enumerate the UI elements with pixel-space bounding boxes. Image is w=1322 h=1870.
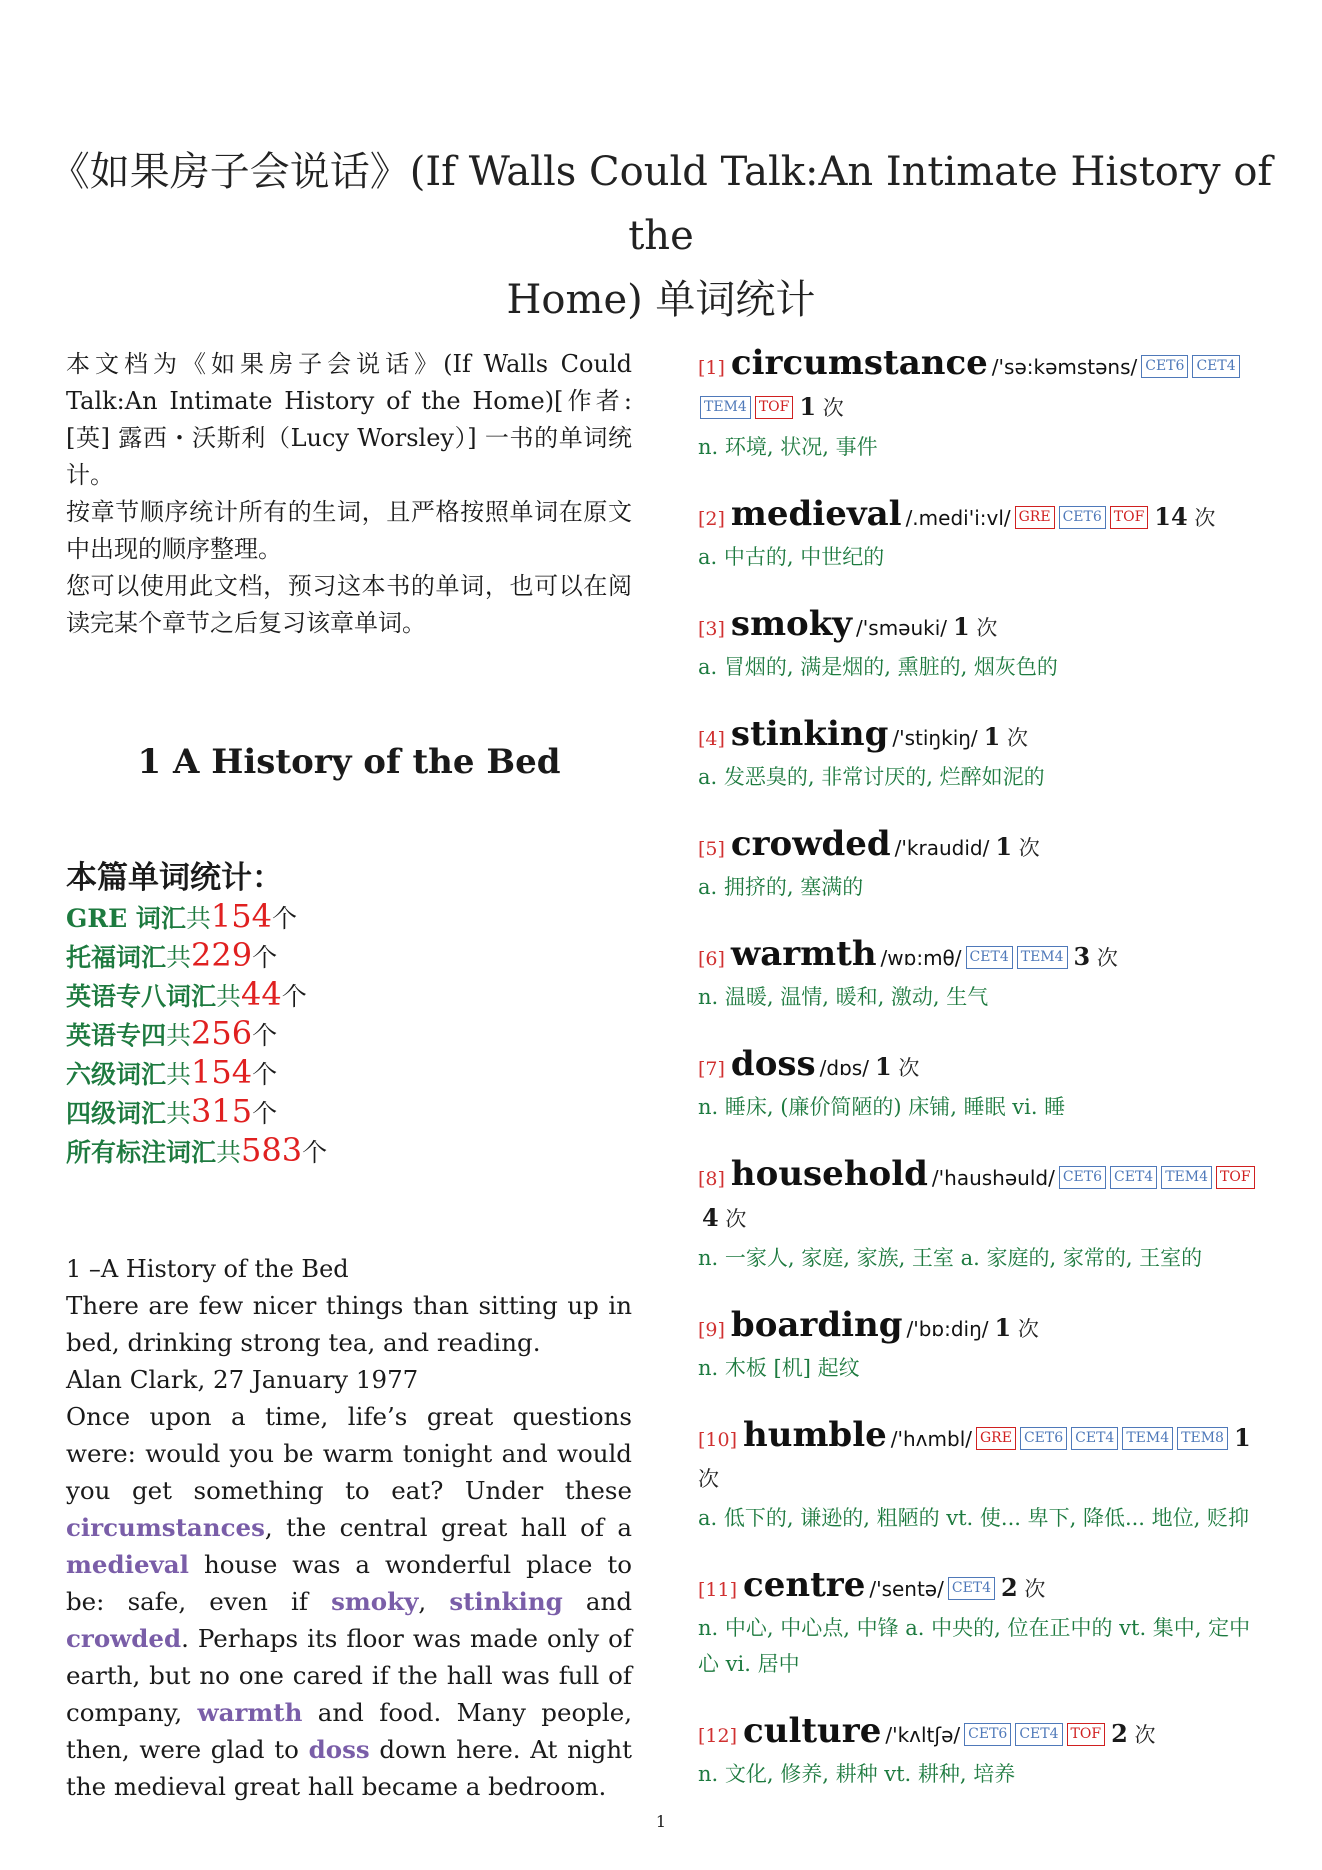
chapter-title: 1 A History of the Bed — [137, 742, 561, 782]
exam-tag: TOF — [755, 396, 794, 419]
stat-row — [66, 1015, 632, 1054]
entry-word: humble — [743, 1415, 887, 1455]
text-run: and — [562, 1587, 632, 1616]
stat-count: 154 — [210, 897, 272, 935]
stat-label: 四级词汇 — [66, 1099, 167, 1128]
entry-definition: n. 温暖, 温情, 暖和, 激动, 生气 — [698, 985, 989, 1009]
vocab-entry — [698, 1566, 1270, 1682]
document-title — [40, 140, 1282, 332]
entry-definition: n. 中心, 中心点, 中锋 a. 中央的, 位在正中的 vt. 集中, 定中心 vi. 居中 — [698, 1616, 1251, 1676]
entry-phonetic: /'bɒ:diŋ/ — [906, 1317, 989, 1341]
text-run: . Perhaps its floor was made only of earth, but no one cared if the hall was full of company, — [66, 1624, 632, 1727]
vocab-entry — [698, 1155, 1270, 1276]
stat-gong: 共 — [166, 943, 192, 972]
stat-label: GRE 词汇 — [66, 904, 186, 933]
stat-count: 315 — [191, 1092, 253, 1130]
stat-gong: 共 — [166, 1060, 192, 1089]
entry-word: medieval — [730, 494, 902, 534]
entry-phonetic: /wɒ:mθ/ — [880, 946, 962, 970]
stat-gong: 共 — [166, 1021, 192, 1050]
entry-phonetic: /'haushəuld/ — [931, 1166, 1055, 1190]
entry-head — [698, 1712, 1270, 1756]
vocab-entry — [698, 935, 1270, 1015]
entry-index: [11] — [698, 1579, 738, 1601]
count-suffix: 次 — [1017, 1577, 1046, 1601]
entry-index: [7] — [698, 1058, 725, 1080]
vocab-entry — [698, 495, 1270, 575]
vocab-entry — [698, 1045, 1270, 1125]
stats-list — [66, 898, 632, 1171]
text-run: and food. Many people, then, were glad to — [66, 1698, 632, 1764]
entry-phonetic: /'hʌmbl/ — [890, 1427, 972, 1451]
entry-head — [698, 1045, 1270, 1089]
count-suffix: 次 — [1127, 1723, 1156, 1747]
stat-row — [66, 1093, 632, 1132]
entry-definition: n. 环境, 状况, 事件 — [698, 435, 878, 459]
passage-paragraph — [66, 1398, 632, 1805]
exam-tag: TEM4 — [1161, 1166, 1212, 1189]
exam-tag: TEM4 — [700, 396, 751, 419]
entry-count: 1 — [874, 1052, 892, 1081]
stat-unit: 个 — [252, 943, 278, 972]
entry-index: [6] — [698, 948, 725, 970]
count-suffix: 次 — [1000, 726, 1029, 750]
section-heading: 1 –A History of the Bed — [66, 1255, 349, 1283]
entry-word: household — [730, 1154, 928, 1194]
text-run: down here. At night the medieval great hall became a bedroom. — [66, 1735, 632, 1801]
stat-label: 英语专八词汇 — [66, 982, 217, 1011]
page-number: 1 — [655, 1812, 667, 1831]
stat-label: 英语专四 — [66, 1021, 167, 1050]
entry-head — [698, 1155, 1270, 1240]
vocab-entry — [698, 825, 1270, 905]
stat-gong: 共 — [216, 1138, 242, 1167]
entry-index: [1] — [698, 357, 725, 379]
entry-word: culture — [743, 1711, 882, 1751]
entry-definition: n. 文化, 修养, 耕种 vt. 耕种, 培养 — [698, 1762, 1016, 1786]
entry-word: boarding — [730, 1305, 903, 1345]
entry-count: 1 — [1233, 1423, 1251, 1452]
entry-head — [698, 605, 1270, 649]
stat-row — [66, 976, 632, 1015]
exam-tag: TOF — [1067, 1723, 1106, 1746]
intro-paragraph-2: 按章节顺序统计所有的生词，且严格按照单词在原文中出现的顺序整理。 — [66, 498, 632, 563]
entry-index: [2] — [698, 508, 725, 530]
stat-unit: 个 — [281, 982, 307, 1011]
exam-tag: CET4 — [1071, 1427, 1118, 1450]
entry-head — [698, 715, 1270, 759]
entry-count: 1 — [995, 832, 1013, 861]
stat-count: 583 — [241, 1131, 303, 1169]
entry-index: [9] — [698, 1319, 725, 1341]
entry-count: 14 — [1154, 502, 1188, 531]
title-line-1: 《如果房子会说话》(If Walls Could Talk:An Intimate History of the — [49, 149, 1273, 259]
passage-line-1: There are few nicer things than sitting up in bed, drinking strong tea, and reading. — [66, 1291, 632, 1357]
stat-unit: 个 — [252, 1060, 278, 1089]
entry-definition: a. 冒烟的, 满是烟的, 熏脏的, 烟灰色的 — [698, 655, 1058, 679]
entry-word: stinking — [730, 714, 889, 754]
stat-gong: 共 — [216, 982, 242, 1011]
entry-head — [698, 1306, 1270, 1350]
intro-paragraph-3: 您可以使用此文档，预习这本书的单词，也可以在阅读完某个章节之后复习该章单词。 — [66, 572, 632, 637]
stat-count: 154 — [191, 1053, 253, 1091]
entry-index: [8] — [698, 1168, 725, 1190]
highlighted-word: warmth — [197, 1698, 303, 1727]
entry-count: 2 — [1111, 1719, 1128, 1748]
entry-word: smoky — [730, 604, 853, 644]
count-suffix: 次 — [1012, 836, 1040, 860]
entry-word: circumstance — [730, 343, 988, 383]
entry-index: [4] — [698, 728, 725, 750]
entry-head — [698, 1416, 1270, 1500]
highlighted-word: smoky — [331, 1587, 419, 1616]
text-run: Once upon a time, life’s great questions were: would you be warm tonight and would you get something to eat? Under these — [66, 1402, 632, 1505]
entry-phonetic: /'kraudid/ — [894, 836, 990, 860]
entry-count: 1 — [799, 392, 817, 421]
vocabulary-list — [698, 344, 1270, 1822]
entry-definition: a. 拥挤的, 塞满的 — [698, 875, 864, 899]
entry-head — [698, 344, 1270, 429]
stat-count: 44 — [241, 975, 282, 1013]
stat-unit: 个 — [271, 904, 297, 933]
count-suffix: 次 — [718, 1207, 747, 1231]
exam-tag: TOF — [1110, 506, 1149, 529]
stat-unit: 个 — [252, 1021, 278, 1050]
entry-index: [12] — [698, 1725, 738, 1747]
entry-phonetic: /'sməuki/ — [856, 616, 948, 640]
exam-tag: CET6 — [1141, 355, 1188, 378]
text-run: , — [418, 1587, 450, 1616]
count-suffix: 次 — [969, 616, 998, 640]
vocab-entry — [698, 1416, 1270, 1536]
entry-definition: a. 中古的, 中世纪的 — [698, 545, 885, 569]
text-run: house was a wonderful place to be: safe, even if — [66, 1550, 632, 1616]
entry-head — [698, 825, 1270, 869]
entry-index: [5] — [698, 838, 725, 860]
entry-definition: n. 一家人, 家庭, 家族, 王室 a. 家庭的, 家常的, 王室的 — [698, 1246, 1203, 1270]
exam-tag: TEM4 — [1017, 946, 1068, 969]
entry-index: [10] — [698, 1429, 738, 1451]
highlighted-word: circumstances — [66, 1513, 265, 1542]
stat-row — [66, 1054, 632, 1093]
stat-count: 256 — [191, 1014, 253, 1052]
count-suffix: 次 — [698, 1467, 719, 1491]
entry-phonetic: /'sentə/ — [869, 1577, 944, 1601]
stat-label: 六级词汇 — [66, 1060, 167, 1089]
entry-count: 1 — [994, 1313, 1012, 1342]
stat-unit: 个 — [252, 1099, 278, 1128]
count-suffix: 次 — [1011, 1317, 1039, 1341]
exam-tag: GRE — [1015, 506, 1055, 529]
entry-word: crowded — [730, 824, 891, 864]
count-suffix: 次 — [816, 396, 844, 420]
entry-index: [3] — [698, 618, 725, 640]
entry-word: centre — [743, 1565, 866, 1605]
exam-tag: CET4 — [948, 1577, 995, 1600]
entry-phonetic: /'sə:kəmstəns/ — [991, 355, 1138, 379]
vocab-entry — [698, 344, 1270, 465]
entry-word: warmth — [730, 934, 877, 974]
entry-word: doss — [730, 1044, 816, 1084]
highlighted-word: medieval — [66, 1550, 189, 1579]
passage-line-2: Alan Clark, 27 January 1977 — [66, 1365, 419, 1394]
count-suffix: 次 — [1090, 946, 1118, 970]
exam-tag: CET4 — [966, 946, 1013, 969]
intro-paragraph-1: 本文档为《如果房子会说话》(If Walls Could Talk:An Intimate History of the Home)[作者: [英] 露西・沃斯利（Lucy Worsley）] 一书的单词统计。 — [66, 350, 632, 489]
entry-count: 1 — [953, 612, 970, 641]
entry-phonetic: /.medi'i:vl/ — [905, 506, 1011, 530]
vocab-entry — [698, 605, 1270, 685]
exam-tag: CET6 — [1020, 1427, 1067, 1450]
stat-label: 所有标注词汇 — [66, 1138, 217, 1167]
stat-row — [66, 898, 632, 937]
text-run: , the central great hall of a — [264, 1513, 632, 1542]
count-suffix: 次 — [891, 1056, 920, 1080]
entry-definition: a. 发恶臭的, 非常讨厌的, 烂醉如泥的 — [698, 765, 1045, 789]
exam-tag: CET4 — [1192, 355, 1239, 378]
stats-heading: 本篇单词统计： — [66, 860, 283, 896]
count-suffix: 次 — [1187, 506, 1216, 530]
entry-head — [698, 495, 1270, 539]
highlighted-word: crowded — [66, 1624, 182, 1653]
exam-tag: TEM4 — [1122, 1427, 1173, 1450]
entry-definition: n. 睡床, (廉价简陋的) 床铺, 睡眠 vi. 睡 — [698, 1095, 1066, 1119]
exam-tag: TEM8 — [1177, 1427, 1228, 1450]
stat-gong: 共 — [166, 1099, 192, 1128]
title-line-2: Home) 单词统计 — [506, 277, 816, 323]
exam-tag: TOF — [1216, 1166, 1255, 1189]
exam-tag: CET6 — [964, 1723, 1011, 1746]
stat-row — [66, 1132, 632, 1171]
stat-label: 托福词汇 — [66, 943, 167, 972]
stat-row — [66, 937, 632, 976]
vocab-entry — [698, 1306, 1270, 1386]
entry-head — [698, 935, 1270, 979]
entry-head — [698, 1566, 1270, 1610]
entry-count: 3 — [1073, 942, 1091, 971]
exam-tag: CET6 — [1059, 1166, 1106, 1189]
exam-tag: CET6 — [1059, 506, 1106, 529]
entry-count: 4 — [702, 1203, 719, 1232]
entry-count: 1 — [983, 722, 1001, 751]
vocab-entry — [698, 715, 1270, 795]
vocab-entry — [698, 1712, 1270, 1792]
stat-unit: 个 — [302, 1138, 328, 1167]
entry-definition: a. 低下的, 谦逊的, 粗陋的 vt. 使... 卑下, 降低... 地位, 贬抑 — [698, 1506, 1250, 1530]
highlighted-word: doss — [308, 1735, 370, 1764]
exam-tag: CET4 — [1015, 1723, 1062, 1746]
exam-tag: CET4 — [1110, 1166, 1157, 1189]
left-column — [66, 346, 632, 1805]
entry-phonetic: /'stiŋkiŋ/ — [892, 726, 978, 750]
entry-phonetic: /dɒs/ — [819, 1056, 869, 1080]
entry-definition: n. 木板 [机] 起纹 — [698, 1356, 860, 1380]
exam-tag: GRE — [976, 1427, 1016, 1450]
entry-phonetic: /'kʌltʃə/ — [885, 1723, 961, 1747]
stat-gong: 共 — [185, 904, 211, 933]
stat-count: 229 — [191, 936, 253, 974]
highlighted-word: stinking — [449, 1587, 563, 1616]
entry-count: 2 — [1001, 1573, 1018, 1602]
